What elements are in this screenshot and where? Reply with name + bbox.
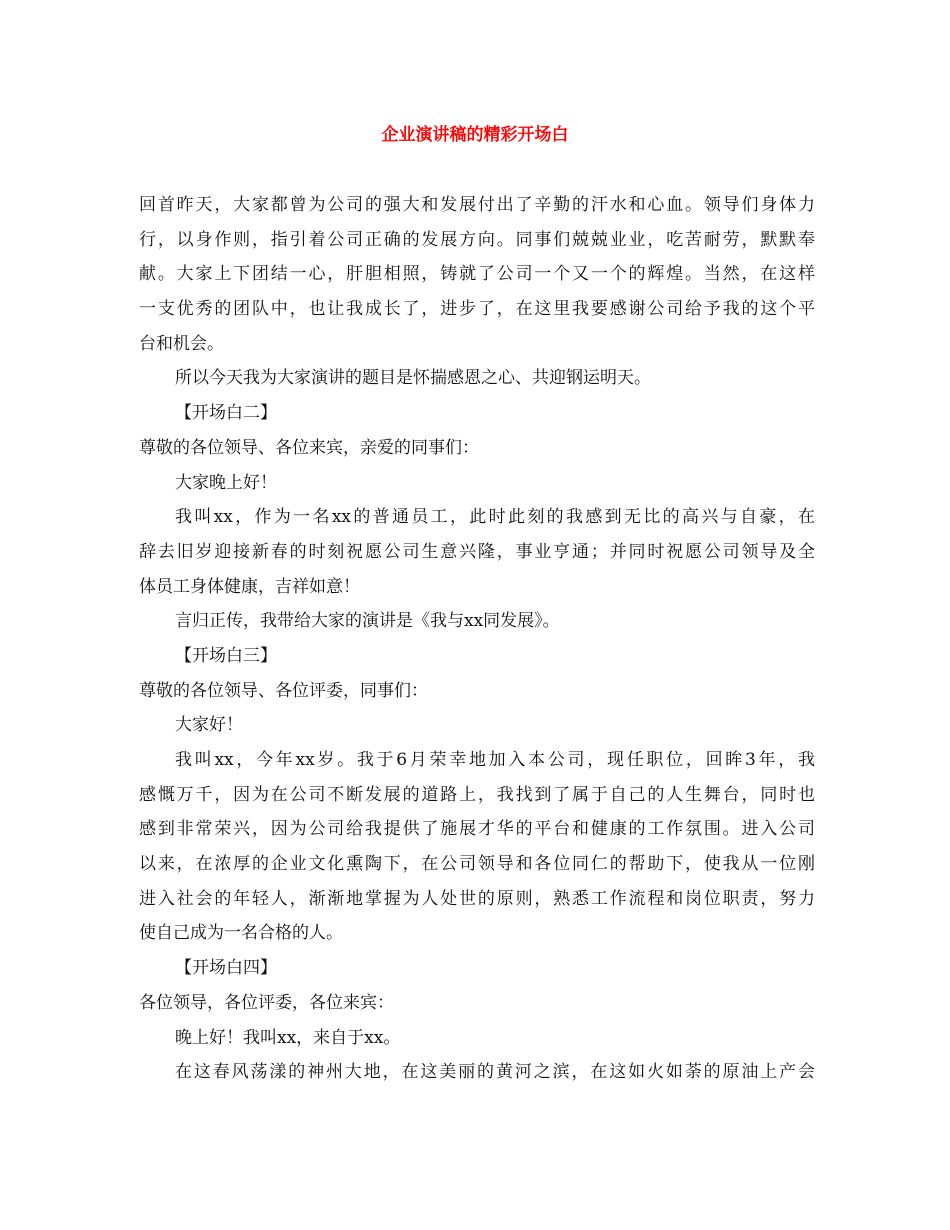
text-line: 感到非常荣兴，因为公司给我提供了施展才华的平台和健康的工作氛围。进入公司 — [139, 819, 815, 840]
text-line: 回首昨天，大家都曾为公司的强大和发展付出了辛勤的汗水和心血。领导们身体力 — [139, 195, 815, 215]
text-line: 一支优秀的团队中，也让我成长了，进步了，在这里我要感谢公司给予我的这个平 — [139, 299, 815, 320]
text-line: 使自己成为一名合格的人。 — [139, 923, 343, 944]
text-line: 以来，在浓厚的企业文化熏陶下，在公司领导和各位同仁的帮助下，使我从一位刚 — [139, 854, 815, 875]
text-line: 台和机会。 — [139, 333, 224, 354]
text-line: 辞去旧岁迎接新春的时刻祝愿公司生意兴隆，事业亨通；并同时祝愿公司领导及全 — [139, 541, 815, 562]
text-line: 感慨万千，因为在公司不断发展的道路上，我找到了属于自己的人生舞台，同时也 — [139, 784, 815, 805]
section-heading: 【开场白三】 — [175, 645, 277, 666]
salutation-line: 各位领导，各位评委，各位来宾： — [139, 992, 394, 1013]
document-body — [139, 188, 815, 1090]
greeting-line: 大家好！ — [175, 715, 243, 736]
text-line: 我叫xx，作为一名xx的普通员工，此时此刻的我感到无比的高兴与自豪，在 — [175, 507, 815, 528]
greeting-line: 大家晚上好！ — [175, 472, 277, 493]
text-line: 进入社会的年轻人，渐渐地掌握为人处世的原则，熟悉工作流程和岗位职责，努力 — [139, 888, 815, 909]
text-line: 言归正传，我带给大家的演讲是《我与xx同发展》。 — [175, 611, 560, 632]
salutation-line: 尊敬的各位领导、各位评委，同事们： — [139, 680, 428, 701]
text-line: 所以今天我为大家演讲的题目是怀揣感恩之心、共迎钢运明天。 — [175, 368, 651, 389]
document-title: 企业演讲稿的精彩开场白 — [381, 125, 569, 145]
text-line: 行，以身作则，指引着公司正确的发展方向。同事们兢兢业业，吃苦耐劳，默默奉 — [139, 229, 815, 250]
text-line: 献。大家上下团结一心，肝胆相照，铸就了公司一个又一个的辉煌。当然，在这样 — [139, 264, 815, 285]
greeting-line: 晚上好！我叫xx，来自于xx。 — [175, 1027, 401, 1048]
salutation-line: 尊敬的各位领导、各位来宾，亲爱的同事们： — [139, 437, 479, 458]
text-line: 在这春风荡漾的神州大地，在这美丽的黄河之滨，在这如火如荼的原油上产会 — [175, 1062, 815, 1083]
text-line: 体员工身体健康，吉祥如意！ — [139, 576, 360, 597]
section-heading: 【开场白四】 — [175, 958, 277, 979]
text-line: 我叫xx，今年xx岁。我于6月荣幸地加入本公司，现任职位，回眸3年，我 — [175, 750, 815, 770]
section-heading: 【开场白二】 — [175, 403, 277, 424]
